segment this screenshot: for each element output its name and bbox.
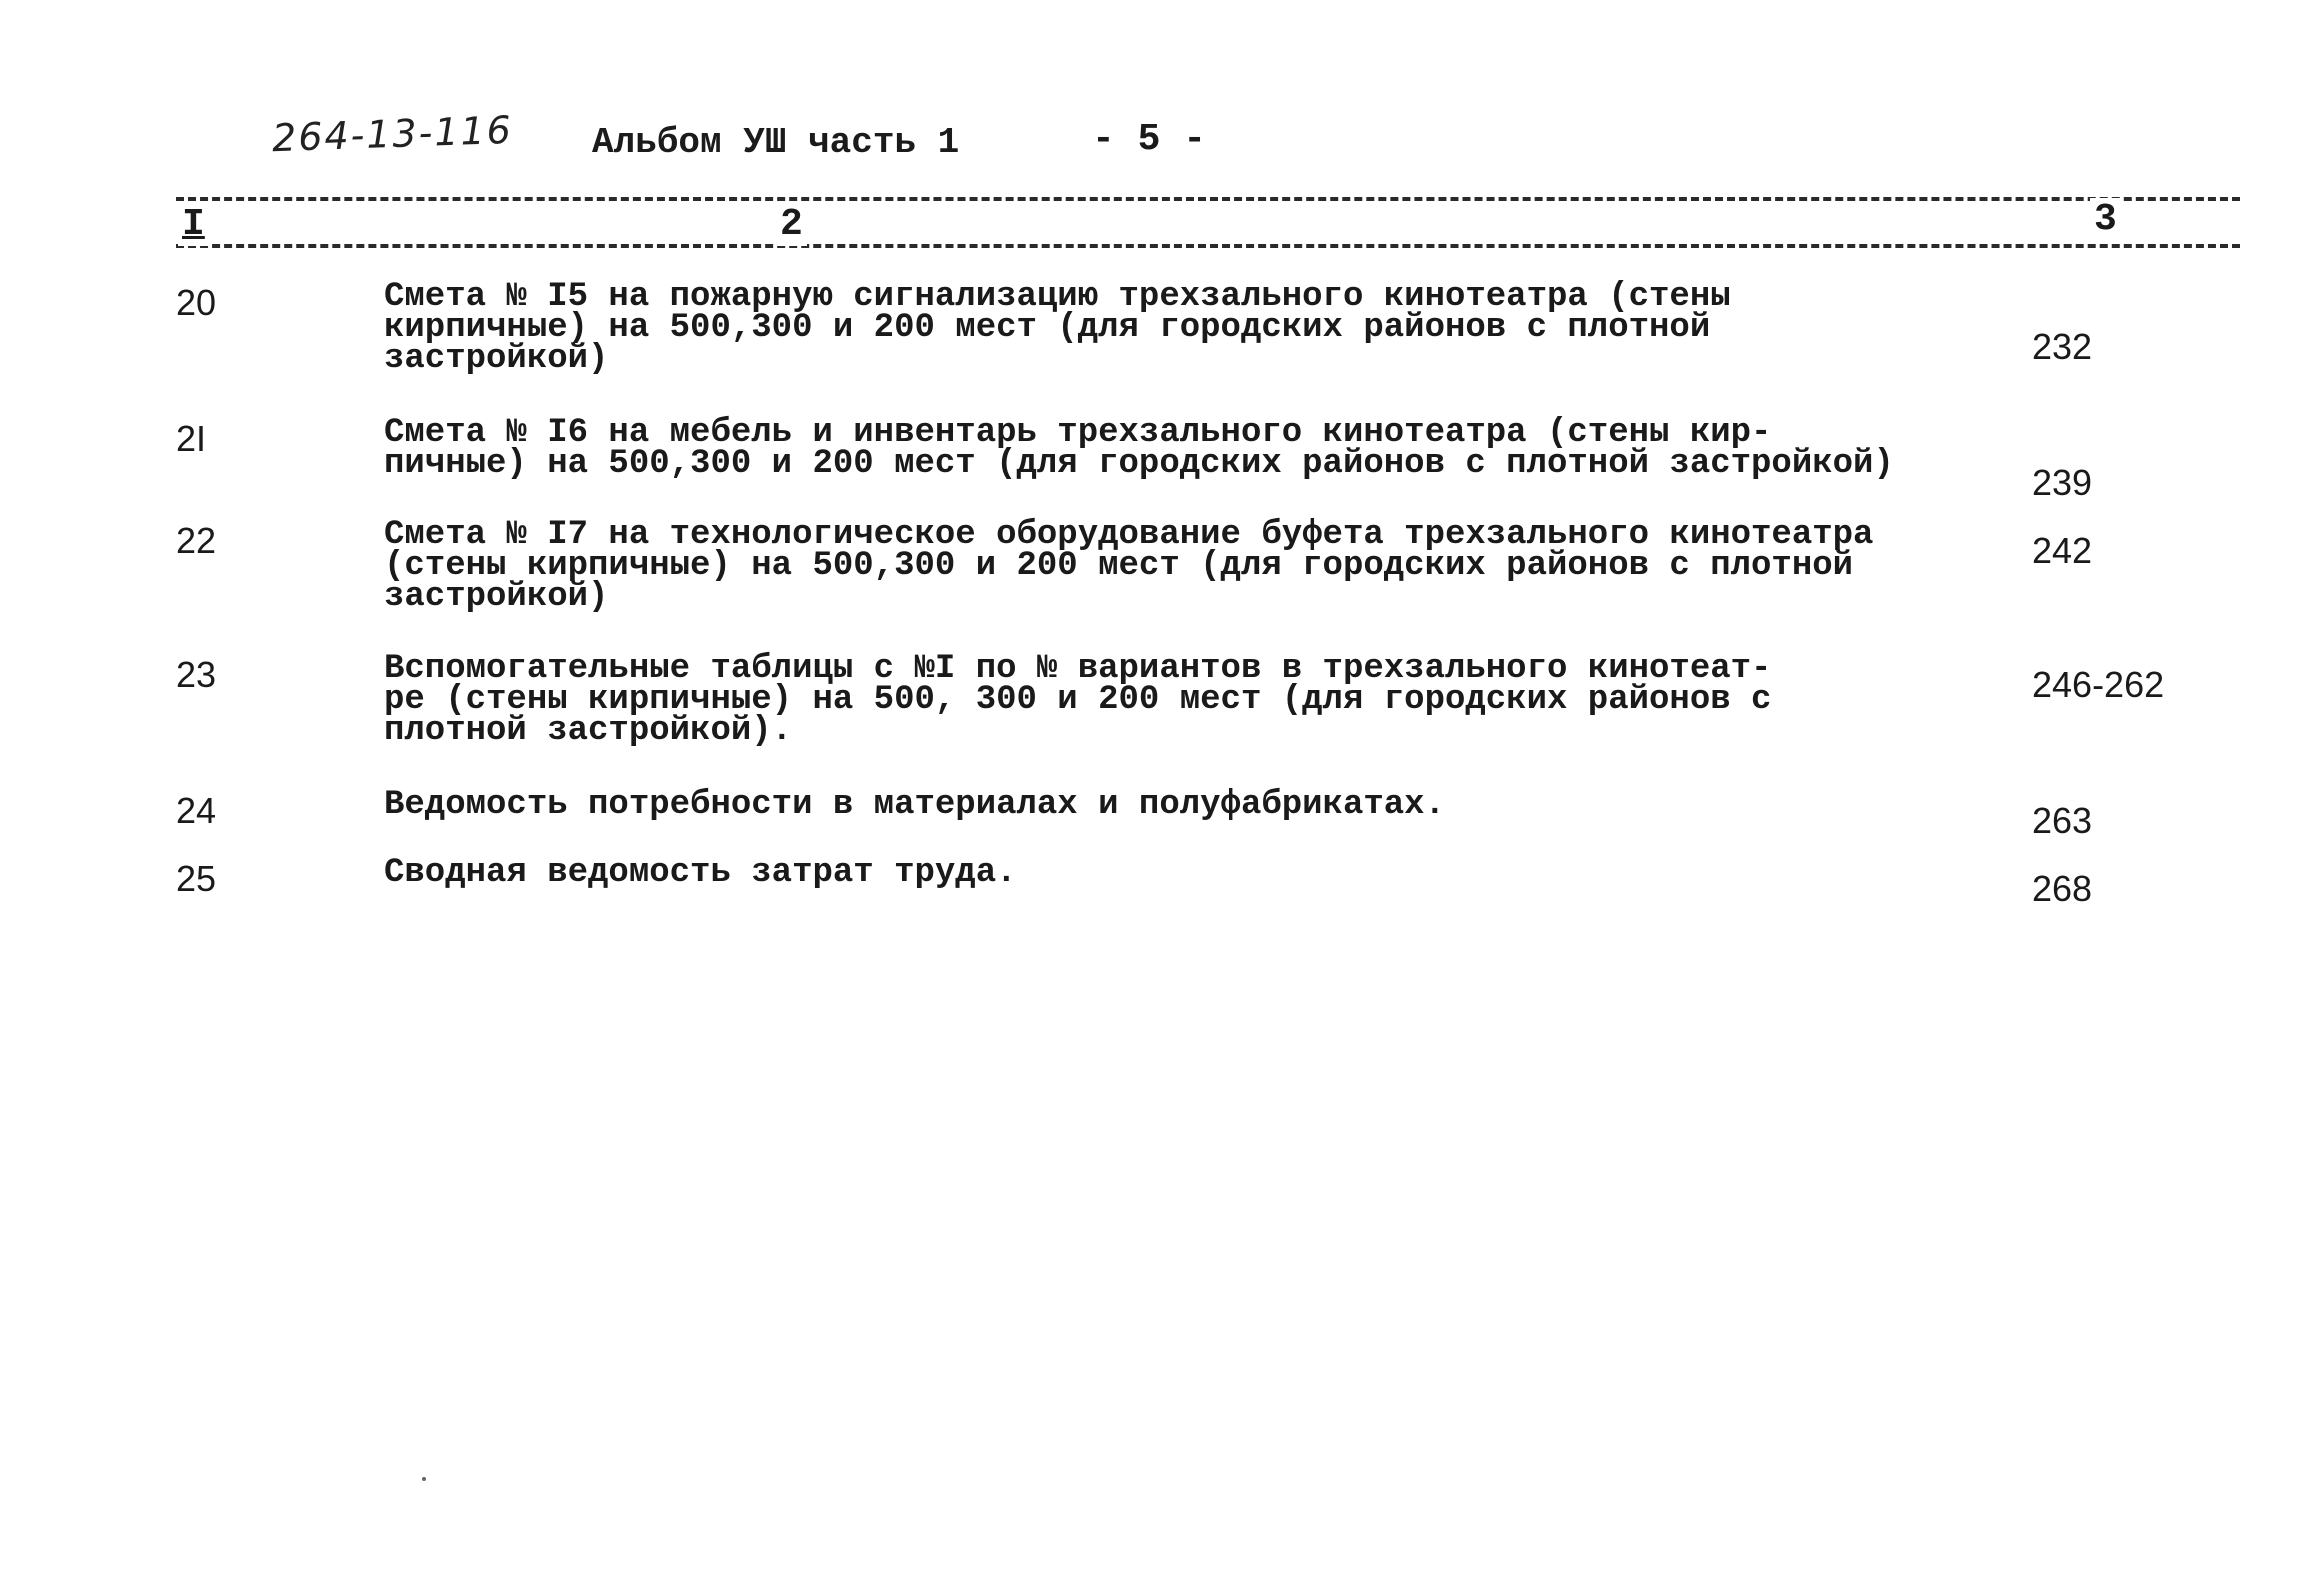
album-title: Альбом УШ часть 1	[592, 122, 960, 163]
row-page: 239	[2032, 462, 2093, 503]
row-title: Смета № I5 на пожарную сигнализацию трехзального кинотеатра (стены кирпичные) на 500,300 и 200 мест (для городских районов с плотной застройкой)	[384, 278, 1731, 378]
row-number: 24	[176, 790, 217, 831]
scan-speck	[422, 1477, 426, 1481]
row-page: 268	[2032, 868, 2093, 909]
row-page: 232	[2032, 326, 2093, 367]
row-page: 242	[2032, 530, 2093, 571]
row-page: 263	[2032, 800, 2093, 841]
row-number: 25	[176, 858, 217, 899]
row-page: 246-262	[2032, 664, 2165, 705]
row-title: Сводная ведомость затрат труда.	[384, 854, 1017, 892]
row-title: Смета № I7 на технологическое оборудование буфета трехзального кинотеатра (стены кирпичные) на 500,300 и 200 мест (для городских районов с плотной застройкой)	[384, 516, 1874, 616]
row-number: 23	[176, 654, 217, 695]
document-code: 264-13-116	[271, 107, 514, 161]
column-header-page: 3	[2090, 198, 2121, 241]
row-number: 22	[176, 520, 217, 561]
row-number: 20	[176, 282, 217, 323]
row-title: Смета № I6 на мебель и инвентарь трехзального кинотеатра (стены кир- пичные) на 500,300 и 200 мест (для городских районов с плотной застройкой)	[384, 414, 1894, 483]
table-rule-bottom	[176, 244, 2240, 248]
row-title: Ведомость потребности в материалах и полуфабрикатах.	[384, 786, 1445, 824]
page-number: - 5 -	[1092, 118, 1207, 161]
row-number: 2I	[176, 418, 207, 459]
column-header-title: 2	[776, 203, 807, 246]
column-header-number: I	[178, 203, 209, 246]
table-rule-top	[176, 197, 2240, 201]
row-title: Вспомогательные таблицы с №I по № вариантов в трехзального кинотеат- ре (стены кирпичные) на 500, 300 и 200 мест (для городских районов с плотной застройкой).	[384, 650, 1772, 750]
